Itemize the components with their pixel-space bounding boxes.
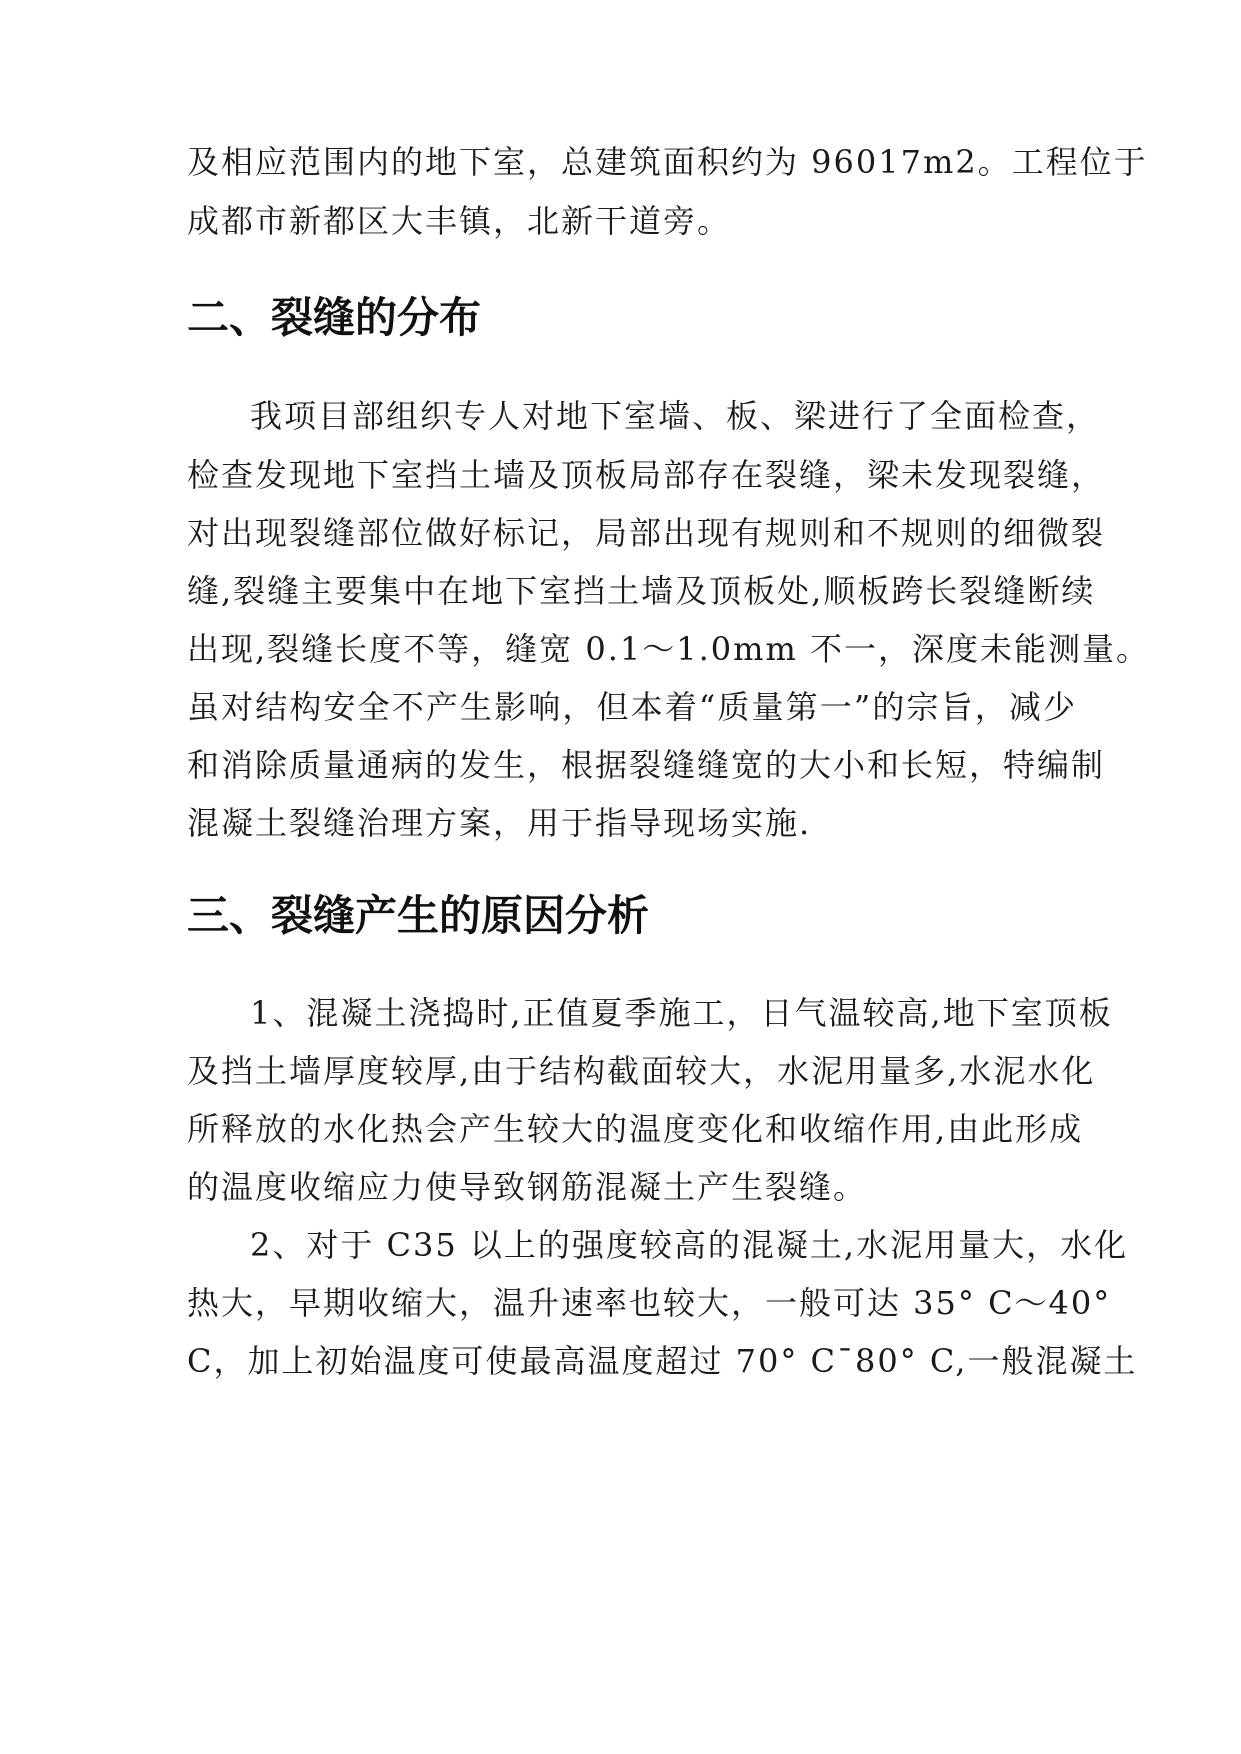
section-3-line-1: 1、混凝土浇捣时,正值夏季施工，日气温较高,地下室顶板 — [250, 994, 1113, 1032]
section-3-line-5: 2、对于 C35 以上的强度较高的混凝土,水泥用量大，水化 — [250, 1226, 1129, 1264]
section-2-line-1: 我项目部组织专人对地下室墙、板、梁进行了全面检查， — [250, 397, 1101, 435]
section-2-line-4: 缝,裂缝主要集中在地下室挡土墙及顶板处,顺板跨长裂缝断续 — [187, 572, 1096, 610]
intro-line-2: 成都市新都区大丰镇，北新干道旁。 — [187, 202, 732, 240]
section-2-line-8: 混凝土裂缝治理方案，用于指导现场实施. — [187, 804, 812, 842]
intro-line-1: 及相应范围内的地下室，总建筑面积约为 96017m2。工程位于 — [187, 143, 1148, 181]
section-2-line-5: 出现,裂缝长度不等，缝宽 0.1～1.0mm 不一，深度未能测量。 — [187, 630, 1150, 668]
section-3-heading: 三、裂缝产生的原因分析 — [187, 891, 650, 940]
section-3-line-2: 及挡土墙厚度较厚,由于结构截面较大，水泥用量多,水泥水化 — [187, 1052, 1096, 1090]
section-2-line-3: 对出现裂缝部位做好标记，局部出现有规则和不规则的细微裂 — [187, 514, 1106, 552]
section-2-line-7: 和消除质量通病的发生，根据裂缝缝宽的大小和长短，特编制 — [187, 746, 1106, 784]
section-3-line-6: 热大，早期收缩大，温升速率也较大，一般可达 35° C～40° — [187, 1284, 1112, 1322]
section-2-line-6: 虽对结构安全不产生影响，但本着“质量第一”的宗旨，减少 — [187, 688, 1077, 726]
section-3-line-7: C，加上初始温度可使最高温度超过 70° C¯80° C,一般混凝土 — [187, 1342, 1138, 1380]
section-2-heading: 二、裂缝的分布 — [187, 293, 482, 342]
section-2-line-2: 检查发现地下室挡土墙及顶板局部存在裂缝，梁未发现裂缝， — [187, 456, 1106, 494]
section-3-line-4: 的温度收缩应力使导致钢筋混凝土产生裂缝。 — [187, 1168, 868, 1206]
section-3-line-3: 所释放的水化热会产生较大的温度变化和收缩作用,由此形成 — [187, 1110, 1084, 1148]
